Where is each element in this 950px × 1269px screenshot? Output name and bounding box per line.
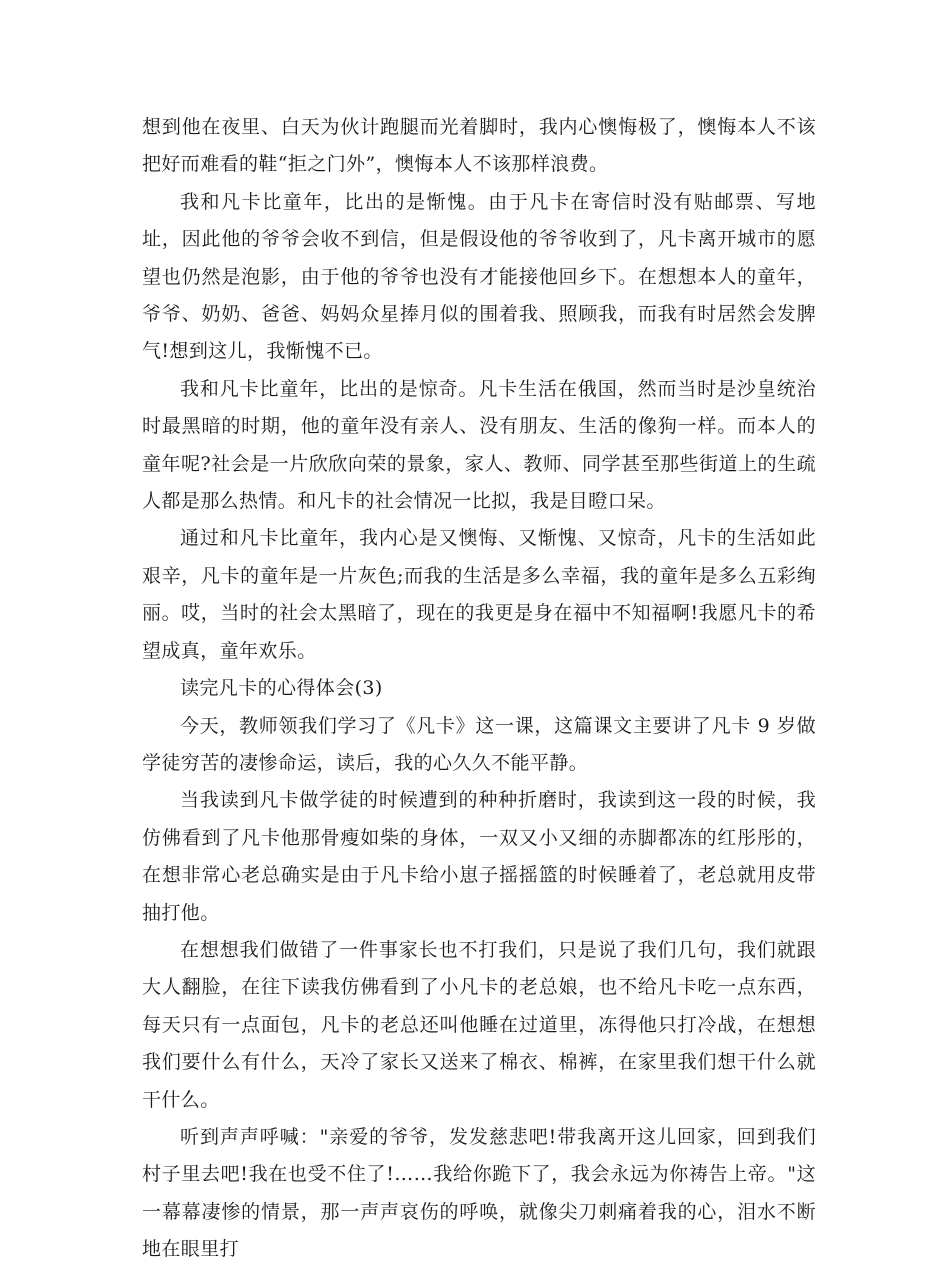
paragraph-surprise: 我和凡卡比童年，比出的是惊奇。凡卡生活在俄国，然而当时是沙皇统治时最黑暗的时期，他的童年没有亲人、没有朋友、生活的像狗一样。而本人的童年呢?社会是一片欣欣向荣的景象，家人、教师、同学甚至那些街道上的生疏人都是那么热情。和凡卡的社会情况一比拟，我是目瞪口呆。 <box>142 377 816 513</box>
paragraph-regret-continuation: 想到他在夜里、白天为伙计跑腿而光着脚时，我内心懊悔极了，懊悔本人不该把好而难看的鞋“拒之门外”，懊悔本人不该那样浪费。 <box>142 116 816 176</box>
paragraph-conclusion: 通过和凡卡比童年，我内心是又懊悔、又惭愧、又惊奇，凡卡的生活如此艰辛，凡卡的童年是一片灰色;而我的生活是多么幸福，我的童年是多么五彩绚丽。哎，当时的社会太黑暗了，现在的我更是身在福中不知福啊!我愿凡卡的希望成真，童年欢乐。 <box>142 527 816 662</box>
section-heading: 读完凡卡的心得体会(3) <box>180 677 383 700</box>
paragraph-apprentice-torment: 当我读到凡卡做学徒的时候遭到的种种折磨时，我读到这一段的时候，我仿佛看到了凡卡他那骨瘦如柴的身体，一双又小又细的赤脚都冻的红彤彤的，在想非常心老总确实是由于凡卡给小崽子摇摇篮的时候睡着了，老总就用皮带抽打他。 <box>142 789 816 924</box>
document-body <box>142 109 816 1269</box>
paragraph-shame: 我和凡卡比童年，比出的是惭愧。由于凡卡在寄信时没有贴邮票、写地址，因此他的爷爷会收不到信，但是假设他的爷爷收到了，凡卡离开城市的愿望也仍然是泡影，由于他的爷爷也没有才能接他回乡下。在想想本人的童年，爷爷、奶奶、爸爸、妈妈众星捧月似的围着我、照顾我，而我有时居然会发脾气!想到这儿，我惭愧不已。 <box>142 190 816 363</box>
paragraph-letter-quote: 听到声声呼喊："亲爱的爷爷，发发慈悲吧!带我离开这儿回家，回到我们村子里去吧!我在也受不住了!……我给你跪下了，我会永远为你祷告上帝。"这一幕幕凄惨的情景，那一声声哀伤的呼唤，就像尖刀刺痛着我的心，泪水不断地在眼里打 <box>142 1125 816 1261</box>
paragraph-comparison: 在想想我们做错了一件事家长也不打我们，只是说了我们几句，我们就跟大人翻脸，在往下读我仿佛看到了小凡卡的老总娘，也不给凡卡吃一点东西，每天只有一点面包，凡卡的老总还叫他睡在过道里，冻得他只打冷战，在想想我们要什么有什么，天冷了家长又送来了棉衣、棉裤，在家里我们想干什么就干什么。 <box>142 938 816 1111</box>
paragraph-lesson-intro: 今天，教师领我们学习了《凡卡》这一课，这篇课文主要讲了凡卡 9 岁做学徒穷苦的凄惨命运，读后，我的心久久不能平静。 <box>142 714 816 774</box>
